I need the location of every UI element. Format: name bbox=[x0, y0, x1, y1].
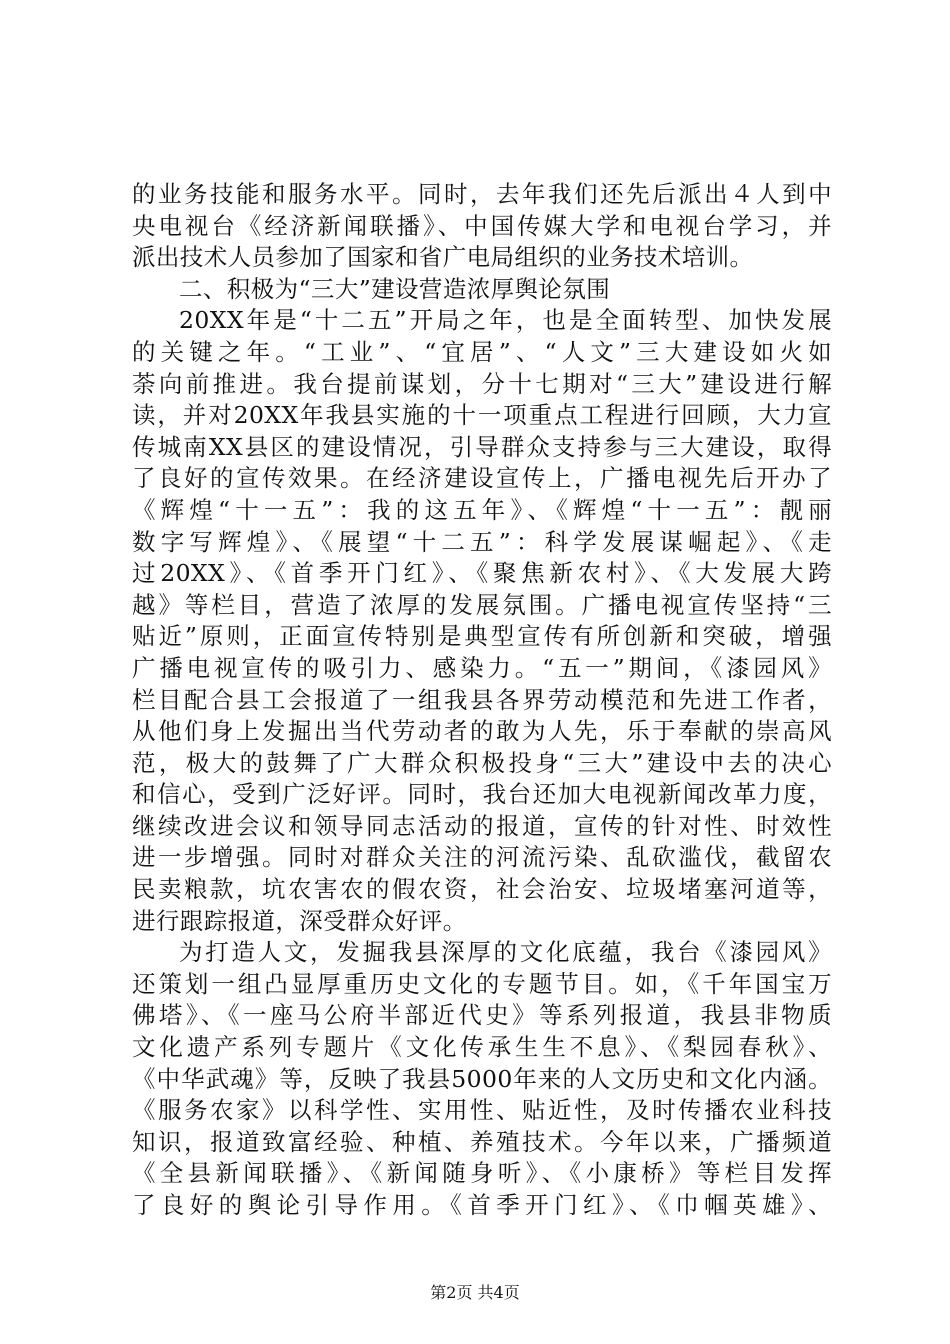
text-line: 和信心，受到广泛好评。同时，我台还加大电视新闻改革力度， bbox=[132, 780, 832, 809]
text-line: 广播电视宣传的吸引力、感染力。“五一”期间，《漆园风》 bbox=[132, 653, 832, 682]
text-line: 的业务技能和服务水平。同时，去年我们还先后派出４人到中 bbox=[132, 180, 832, 208]
text-line: 文化遗产系列专题片《文化传承生生不息》、《梨园春秋》、 bbox=[132, 1033, 832, 1062]
text-line: 进一步增强。同时对群众关注的河流污染、乱砍滥伐，截留农 bbox=[132, 843, 832, 872]
text-line: 越》等栏目，营造了浓厚的发展氛围。广播电视宣传坚持“三 bbox=[132, 590, 832, 619]
text-line: 《中华武魂》等，反映了我县5000年来的人文历史和文化内涵。 bbox=[132, 1064, 832, 1093]
text-line: 荼向前推进。我台提前谋划，分十七期对“三大”建设进行解 bbox=[132, 369, 832, 398]
text-line: 央电视台《经济新闻联播》、中国传媒大学和电视台学习，并 bbox=[132, 211, 832, 240]
text-line: 了良好的舆论引导作用。《首季开门红》、《巾帼英雄》、 bbox=[132, 1191, 832, 1219]
text-line: 二、积极为“三大”建设营造浓厚舆论氛围 bbox=[179, 274, 611, 303]
page-footer: 第2页 共4页 bbox=[430, 1283, 520, 1302]
text-line: 范，极大的鼓舞了广大群众积极投身“三大”建设中去的决心 bbox=[132, 748, 832, 777]
text-line: 读，并对20XX年我县实施的十一项重点工程进行回顾，大力宣 bbox=[132, 401, 832, 430]
text-line: 贴近”原则，正面宣传特别是典型宣传有所创新和突破，增强 bbox=[132, 622, 832, 651]
text-line: 数字写辉煌》、《展望“十二五”：科学发展谋崛起》、《走 bbox=[132, 527, 832, 556]
text-line: 过20XX》、《首季开门红》、《聚焦新农村》、《大发展大跨 bbox=[132, 559, 832, 588]
text-line: 还策划一组凸显厚重历史文化的专题节目。如，《千年国宝万 bbox=[132, 969, 832, 998]
text-line: 的关键之年。“工业”、“宜居”、“人文”三大建设如火如 bbox=[132, 337, 832, 366]
text-line: 传城南XX县区的建设情况，引导群众支持参与三大建设，取得 bbox=[132, 432, 832, 461]
text-line: 进行跟踪报道，深受群众好评。 bbox=[132, 906, 467, 935]
text-line: 栏目配合县工会报道了一组我县各界劳动模范和先进工作者， bbox=[132, 685, 832, 714]
text-line: 继续改进会议和领导同志活动的报道，宣传的针对性、时效性 bbox=[132, 811, 832, 840]
text-line: 《服务农家》以科学性、实用性、贴近性，及时传播农业科技 bbox=[132, 1096, 832, 1125]
text-line: 知识，报道致富经验、种植、养殖技术。今年以来，广播频道 bbox=[132, 1127, 832, 1156]
body-text bbox=[132, 179, 832, 1222]
text-line: 为打造人文，发掘我县深厚的文化底蕴，我台《漆园风》 bbox=[179, 938, 832, 967]
text-line: 佛塔》、《一座马公府半部近代史》等系列报道，我县非物质 bbox=[132, 1001, 832, 1030]
text-line: 《全县新闻联播》、《新闻随身听》、《小康桥》等栏目发挥 bbox=[132, 1159, 832, 1188]
text-line: 了良好的宣传效果。在经济建设宣传上，广播电视先后开办了 bbox=[132, 464, 832, 493]
text-line: 20XX年是“十二五”开局之年，也是全面转型、加快发展 bbox=[179, 306, 832, 335]
text-line: 从他们身上发掘出当代劳动者的敢为人先，乐于奉献的崇高风 bbox=[132, 717, 832, 746]
text-line: 派出技术人员参加了国家和省广电局组织的业务技术培训。 bbox=[132, 243, 754, 272]
text-line: 《辉煌“十一五”：我的这五年》、《辉煌“十一五”：靓丽 bbox=[132, 495, 832, 524]
text-line: 民卖粮款，坑农害农的假农资，社会治安、垃圾堵塞河道等， bbox=[132, 875, 832, 904]
